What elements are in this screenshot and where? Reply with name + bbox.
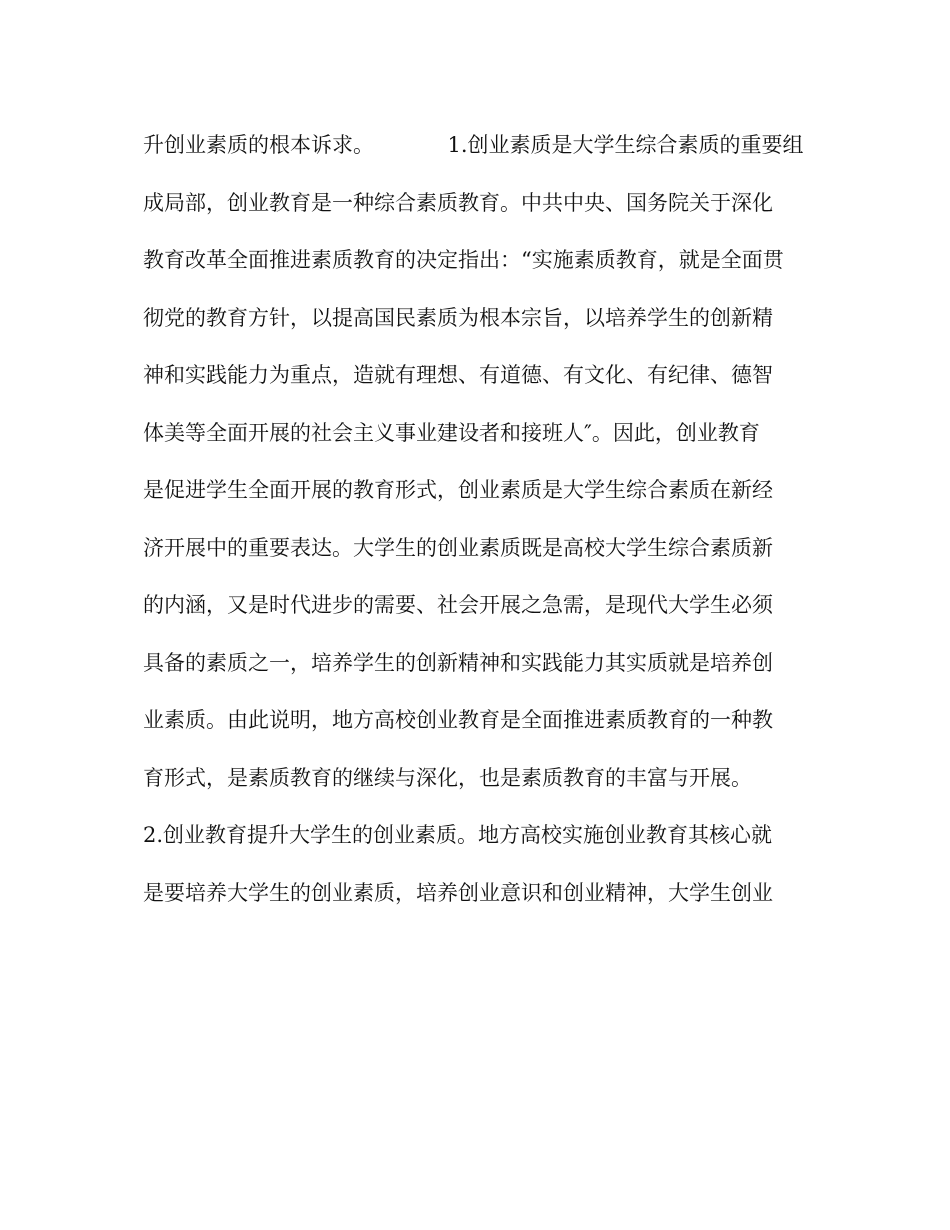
text-line-14: 是要培养大学生的创业素质，培养创业意识和创业精神，大学生创业 xyxy=(143,880,773,905)
text-line-5: 神和实践能力为重点，造就有理想、有道德、有文化、有纪律、德智 xyxy=(143,363,773,387)
text-line-6: 体美等全面开展的社会主义事业建设者和接班人″。因此，创业教育 xyxy=(143,420,760,445)
text-line-9: 的内涵，又是时代进步的需要、社会开展之急需，是现代大学生必须 xyxy=(143,593,773,617)
text-line-13: 2.创业教育提升大学生的创业素质。地方高校实施创业教育其核心就 xyxy=(143,823,773,847)
text-line-11: 业素质。由此说明，地方高校创业教育是全面推进素质教育的一种教 xyxy=(143,708,773,732)
text-line-4: 彻党的教育方针，以提高国民素质为根本宗旨，以培养学生的创新精 xyxy=(143,305,773,330)
text-line-12: 育形式，是素质教育的继续与深化，也是素质教育的丰富与开展。 xyxy=(143,765,752,790)
text-line-3: 教育改革全面推进素质教育的决定指出：“实施素质教育，就是全面贯 xyxy=(143,248,784,272)
text-line-7: 是促进学生全面开展的教育形式，创业素质是大学生综合素质在新经 xyxy=(143,478,773,502)
text-line-2: 成局部，创业教育是一种综合素质教育。中共中央、国务院关于深化 xyxy=(143,190,773,215)
text-line-10: 具备的素质之一，培养学生的创新精神和实践能力其实质就是培养创 xyxy=(143,650,773,675)
text-line-1: 升创业素质的根本诉求。 1.创业素质是大学生综合素质的重要组 xyxy=(143,133,804,157)
body-text xyxy=(143,123,807,928)
text-line-8: 济开展中的重要表达。大学生的创业素质既是高校大学生综合素质新 xyxy=(143,535,773,560)
